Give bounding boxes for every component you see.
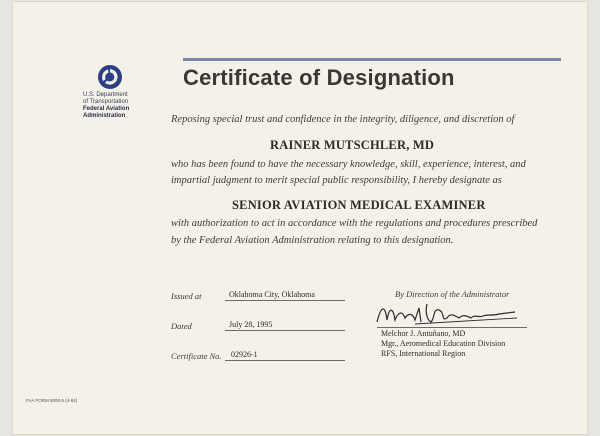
issued-value: Oklahoma City, Oklahoma bbox=[229, 290, 315, 299]
issued-label: Issued at bbox=[171, 291, 202, 301]
agency-line-4: Administration bbox=[83, 113, 126, 119]
handwritten-signature bbox=[375, 298, 525, 328]
intro-text: Reposing special trust and confidence in the integrity, diligence, and discretion of bbox=[171, 114, 515, 125]
certificate-title: Certificate of Designation bbox=[183, 65, 455, 90]
dot-logo bbox=[83, 64, 141, 120]
title-rule bbox=[183, 58, 561, 61]
body-text-line-4: by the Federal Aviation Administration relating to this designation. bbox=[171, 235, 454, 246]
dated-label: Dated bbox=[171, 321, 192, 331]
certificate-number-value: 02926-1 bbox=[231, 350, 258, 359]
signer-title-1: Mgr., Aeromedical Education Division bbox=[381, 339, 506, 348]
agency-line-3: Federal Aviation bbox=[83, 106, 130, 112]
dated-underline bbox=[225, 330, 345, 331]
dot-seal-icon bbox=[97, 64, 123, 90]
body-text-line-2: impartial judgment to merit special public responsibility, I hereby designate as bbox=[171, 175, 502, 186]
certificate-number-underline bbox=[225, 360, 345, 361]
signer-title-2: RFS, International Region bbox=[381, 349, 466, 358]
certificate-number-label: Certificate No. bbox=[171, 351, 222, 361]
signer-name: Melchor J. Antuñano, MD bbox=[381, 329, 466, 338]
agency-line-1: U.S. Department bbox=[83, 92, 128, 98]
body-text-line-3: with authorization to act in accordance with the regulations and procedures prescribed bbox=[171, 218, 538, 229]
body-text-line-1: who has been found to have the necessary knowledge, skill, experience, interest, and bbox=[171, 159, 526, 170]
direction-text: By Direction of the Administrator bbox=[395, 289, 510, 299]
agency-line-2: of Transportation bbox=[83, 99, 129, 105]
signature-underline bbox=[377, 327, 527, 328]
dated-value: July 28, 1995 bbox=[229, 320, 273, 329]
designation: SENIOR AVIATION MEDICAL EXAMINER bbox=[232, 198, 486, 212]
recipient-name: RAINER MUTSCHLER, MD bbox=[270, 138, 435, 152]
form-number: FAA FORM 8000-5 (4-84) bbox=[26, 398, 78, 403]
certificate bbox=[13, 2, 587, 434]
issued-underline bbox=[225, 300, 345, 301]
